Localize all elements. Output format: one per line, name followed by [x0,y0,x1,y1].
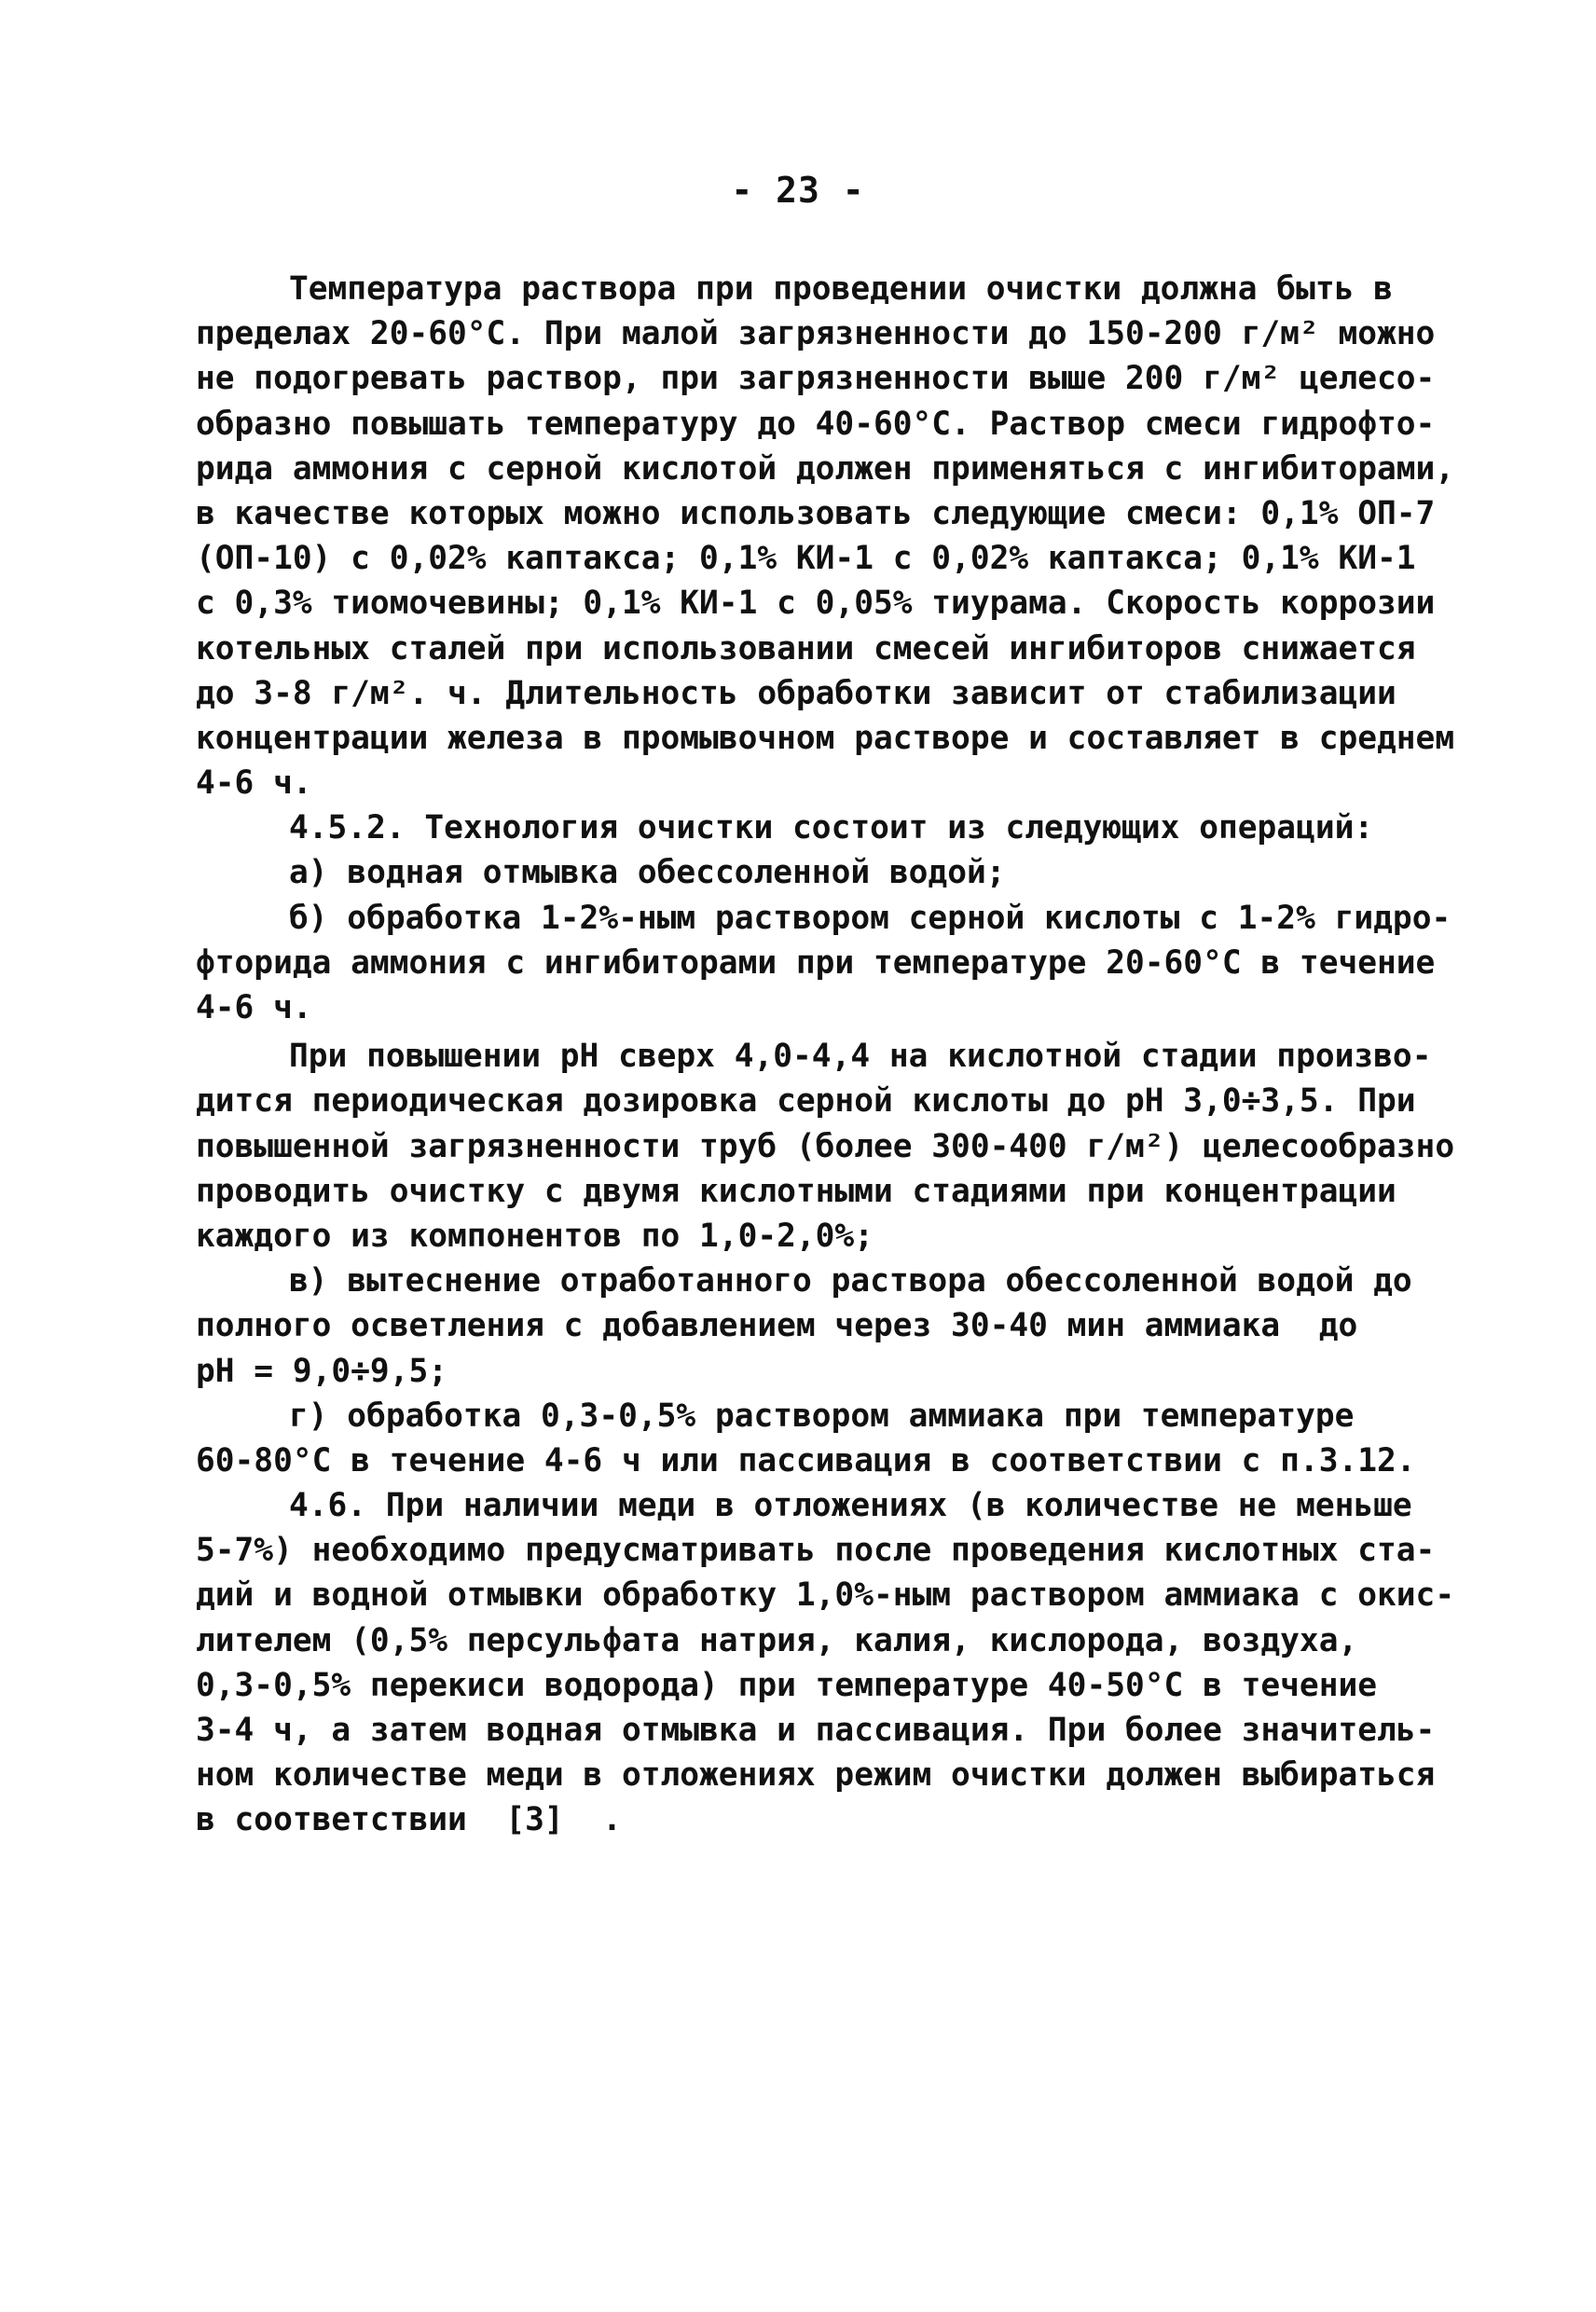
paragraph-line: пределах 20-60°C. При малой загрязненности до 150-200 г/м² можно [196,315,1436,353]
paragraph-line: лителем (0,5% персульфата натрия, калия, кислорода, воздуха, [196,1621,1358,1659]
paragraph-line: дий и водной отмывки обработку 1,0%-ным раствором аммиака с окис- [196,1576,1455,1615]
list-item-line: б) обработка 1-2%-ным раствором серной кислоты с 1-2% гидро- [289,899,1452,937]
paragraph-line: проводить очистку с двумя кислотными стадиями при концентрации [196,1172,1396,1210]
paragraph-line: повышенной загрязненности труб (более 300-400 г/м²) целесообразно [196,1127,1455,1165]
paragraph-line: концентрации железа в промывочном растворе и составляет в среднем [196,719,1455,757]
paragraph-line: котельных сталей при использовании смесей ингибиторов снижается [196,629,1416,667]
paragraph-line: с 0,3% тиомочевины; 0,1% КИ-1 с 0,05% тиурама. Скорость коррозии [196,585,1436,623]
section-heading-line: 4.5.2. Технология очистки состоит из следующих операций: [289,809,1374,847]
list-item-line: 4-6 ч. [196,989,312,1026]
paragraph-line: 4-6 ч. [196,764,312,803]
paragraph-line: до 3-8 г/м². ч. Длительность обработки зависит от стабилизации [196,674,1396,712]
paragraph-line: Температура раствора при проведении очистки должна быть в [289,270,1393,308]
paragraph-line: дится периодическая дозировка серной кислоты до pH 3,0÷3,5. При [196,1082,1416,1121]
list-item-line: г) обработка 0,3-0,5% раствором аммиака при температуре [289,1397,1355,1435]
paragraph-line: образно повышать температуру до 40-60°C. Раствор смеси гидрофто- [196,405,1436,443]
paragraph-line: в соответствии [3] . [196,1801,622,1839]
paragraph-line: При повышении pH сверх 4,0-4,4 на кислотной стадии произво- [289,1038,1432,1076]
list-item-line: полного осветления с добавлением через 30-40 мин аммиака до [196,1307,1358,1345]
list-item-line: pH = 9,0÷9,5; [196,1352,448,1390]
paragraph-line: в качестве которых можно использовать следующие смеси: 0,1% ОП-7 [196,494,1436,532]
page-number: - 23 - [731,170,865,211]
paragraph-line: ном количестве меди в отложениях режим очистки должен выбираться [196,1756,1436,1795]
paragraph-line: рида аммония с серной кислотой должен применяться с ингибиторами, [196,449,1455,488]
section-heading-line: 4.6. При наличии меди в отложениях (в количестве не меньше [289,1487,1412,1525]
body-text [196,267,1464,1843]
paragraph-line: 5-7%) необходимо предусматривать после проведения кислотных ста- [196,1532,1436,1570]
list-item-line: 60-80°C в течение 4-6 ч или пассивация в соответствии с п.3.12. [196,1441,1416,1479]
list-item-line: а) водная отмывка обессоленной водой; [289,854,1006,892]
paragraph-line: 0,3-0,5% перекиси водорода) при температуре 40-50°C в течение [196,1666,1378,1704]
list-item-line: фторида аммония с ингибиторами при температуре 20-60°C в течение [196,943,1436,982]
paragraph-line: 3-4 ч, а затем водная отмывка и пассивация. При более значитель- [196,1712,1436,1749]
list-item-line: в) вытеснение отработанного раствора обессоленной водой до [289,1262,1412,1300]
paragraph-line: (ОП-10) с 0,02% каптакса; 0,1% КИ-1 с 0,02% каптакса; 0,1% КИ-1 [196,540,1416,578]
paragraph-line: каждого из компонентов по 1,0-2,0%; [196,1217,874,1255]
paragraph-line: не подогревать раствор, при загрязненности выше 200 г/м² целесо- [196,360,1436,398]
